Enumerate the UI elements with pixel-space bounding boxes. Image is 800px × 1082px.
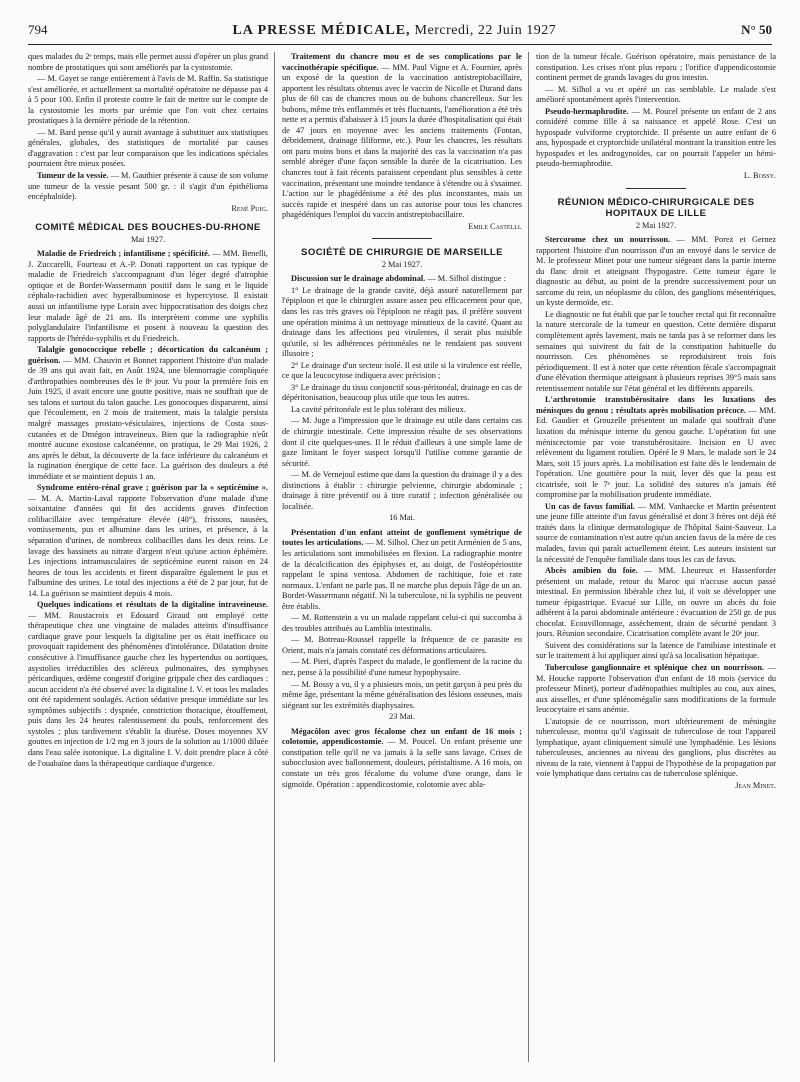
- article-item: [28, 171, 268, 203]
- masthead: [232, 23, 556, 39]
- session-date: 2 Mai 1927.: [635, 220, 677, 230]
- article-title: Traitement du chancre mou et de ses complications par le vaccinothérapie spécifique.: [282, 52, 522, 72]
- issue-number: N° 50: [741, 22, 772, 37]
- article-item: [536, 107, 776, 170]
- paragraph: 2° Le drainage d'un secteur isolé. Il est utile si la virulence est réelle, ce que la leucocytose indiquera avec précision ;: [282, 360, 522, 381]
- article-title: Pseudo-hermaphrodite.: [545, 106, 629, 116]
- article-title: Mégacôlon avec gros fécalome chez un enfant de 16 mois ; colotomie, appendicostomie.: [282, 726, 522, 747]
- page-number: 794: [28, 22, 48, 37]
- article-item: [28, 600, 268, 769]
- article-title: Un cas de favus familial.: [545, 501, 635, 511]
- article-text: — MM. Roustacroix et Edouard Giraud ont employé cette thérapeutique chez une vingtaine de malades atteints d'insuffisance cardiaque grave pour lesquels la digitaline per os était inefficace ou provoquait rapidement des phénomènes d'intolérance. Dilatation droite consécutive à l'insuffisance gauche chez les hypertendus ou aortiques, asystolies irréductibles des scléreux pulmonaires, des symphyses péricardiques, œdème congestif d'origine grippale chez des cardiaques : aucun accident n'a été observé avec la digitaline I. V. et tous les malades ont été rapidement soulagés. Action sédative presque immédiate sur les symptômes subjectifs : dyspnée, constriction thoracique, étouffement, puis dans les 24 heures ralentissement du pouls, renforcement des systoles ; plus tardivement s'établit la diurèse. Doses moyennes XV gouttes en injection de 1/2 mg en 3 jours de la solution au 1/1000 diluée dans l'eau salée isotonique. La digitaline I. V. doit prendre place à côté de l'ouabaïne dans la thérapeutique cardiaque d'urgence.: [28, 610, 268, 768]
- paragraph: La cavité péritonéale est le plus tolérant des milieux.: [291, 404, 466, 414]
- section-heading: COMITÉ MÉDICAL DES BOUCHES-DU-RHONE: [35, 222, 261, 234]
- paragraph: — M. Silhol a vu et opéré un cas semblable. Le malade s'est amélioré spontanément après l'intervention.: [536, 84, 776, 105]
- paragraph: ques malades du 2ᵉ temps, mais elle permet aussi d'opérer un plus grand nombre de prostatiques qui sont améliorés par la cystostomie.: [28, 52, 268, 72]
- article-text: — M. Silhol. Chez un petit Arménien de 5 ans, les articulations sont immobilisées en flexion. La radiographie montre de la décalcification des épiphyses et, au doigt, de l'ostéopériostite rappelant le spina ventosa. Abdomen de rachitique, foie et rate normaux. L'enfant ne parle pas. Il ne marche plus depuis l'âge de un an. Bordet-Wassermann négatif. Ni la tuberculose, ni la syphilis ne peuvent être établis.: [282, 538, 522, 611]
- session-date: 23 Mai.: [389, 712, 415, 722]
- paragraph: — M. Rottenstein a vu un malade rappelant celui-ci qui succomba à des troubles attribués au Lamblia intestinalis.: [282, 613, 522, 633]
- section-heading: RÉUNION MÉDICO-CHIRURGICALE DES HOPITAUX DE LILLE: [557, 196, 755, 220]
- article-text: — M. Gauthier présente à cause de son volume une tumeur de la vessie pesant 500 gr. : il s'agit d'un épithélioma encéphaloïde).: [28, 171, 268, 202]
- signature: Jean Minet.: [735, 781, 776, 790]
- article-text: — M. Poucel présente un enfant de 2 ans considéré comme fille à sa naissance et appelé Rose. C'est un hypospade vulviforme cryptorchide. Il présente un autre enfant de 6 ans, hypospade et cryptorchide unilatéral montrant la transition entre les hypospades et les androgynoïdes, car on pourrait l'appeler un hémi-pseudo-hermaphrodite.: [536, 106, 776, 169]
- article-title: L'arthrotomie transtubérositaire dans les luxations des ménisques du genou ; résultats après mobilisation précoce.: [536, 395, 776, 415]
- column-left: [28, 52, 268, 1072]
- paragraph: tion de la tumeur fécale. Guérison opératoire, mais persistance de la constipation. Les crises n'ont plus reparu ; l'orifice d'appendicostomie continent permet de grands lavages du gros intestin.: [536, 52, 776, 83]
- article-item: [282, 274, 522, 285]
- article-text: — MM. Vanhaecke et Martin présentent une jeune fille atteinte d'un favus généralisé et dont 3 frères ont déjà été traités dans la clinique dermatologique de l'hôpital Saint-Sauveur. La source de contamination n'est autre qu'un ancien favus de la mère de ces malades, favus qui paraît actuellement éteint. Les auteurs insistent sur la nécessité de l'enquête familiale dans tous les cas de favus.: [536, 501, 776, 564]
- article-item: [28, 249, 268, 344]
- paragraph: 3° Le drainage du tissu conjonctif sous-péritonéal, drainage en cas de dépéritonisation, beaucoup plus utile que tous les autres.: [282, 382, 522, 403]
- article-title: Abcès amibien du foie.: [545, 566, 638, 576]
- paragraph: Le diagnostic ne fut établi que par le toucher rectal qui fit reconnaître la nature stercorale de la tumeur en question. Cette dernière disparut complètement après lavement, mais ne tarda pas à se reformer dans les semaines qui suivirent du fait de la constipation habituelle du nourrisson. Ces phénomènes se reproduisirent trois fois périodiquement. Il est à noter que cette rétention fécale s'accompagnait d'une élévation thermique atteignant à plusieurs reprises 39°5 mais sans retentissement notable sur l'état général et les différents appareils.: [536, 309, 776, 393]
- article-item: [536, 395, 776, 500]
- article-title: Maladie de Friedreich ; infantilisme ; spécificité.: [37, 249, 210, 259]
- section-heading: SOCIÉTÉ DE CHIRURGIE DE MARSEILLE: [301, 247, 503, 259]
- article-item: [282, 727, 522, 790]
- signature: René Puig.: [231, 203, 268, 213]
- article-text: — MM. Porez et Gernez rapportent l'histoire d'un nourrisson d'un an envoyé dans le service de M. le professeur Minet pour une tumeur siégeant dans la partie interne du flanc droit et atteignant l'hypogastre. Cette tumeur égare le diagnostic au début, au point de la prendre successivement pour un sarcome du rein, un néoplasme du côlon, des ganglions mésentériques, un kyste dermoïde, etc.: [536, 235, 776, 308]
- section-divider: [372, 238, 432, 239]
- article-item: [282, 528, 522, 612]
- article-text: — M. Silhol distingue :: [425, 274, 506, 284]
- article-item: [536, 235, 776, 309]
- paragraph: — M. Pieri, d'après l'aspect du malade, le gonflement de la racine du nez, pense à la possibilité d'une tumeur hypophysaire.: [282, 657, 522, 678]
- article-item: [536, 663, 776, 716]
- article-title: Tuberculose ganglionnaire et splénique chez un nourrisson.: [545, 662, 765, 672]
- page-header: [28, 22, 772, 45]
- session-date: 16 Mai.: [389, 513, 415, 523]
- article-title: Discussion sur le drainage abdominal.: [291, 274, 426, 284]
- article-item: [536, 566, 776, 640]
- paragraph: L'autopsie de ce nourrisson, mort ultérieurement de méningite tuberculeuse, montra qu'il s'agissait de tuberculose de tout l'appareil lymphatique, ayant cliniquement simulé une lymphadénie. Les lésions tuberculeuses, anciennes au niveau des ganglions, plus discrètes au niveau de la rate, viennent à l'appui de l'hypothèse de la propagation par voie lymphatique dans certains cas de tuberculose splénique.: [536, 716, 776, 779]
- article-item: [28, 483, 268, 599]
- article-item: [28, 345, 268, 482]
- column-right: [536, 52, 776, 1072]
- article-title: Présentation d'un enfant atteint de gonflement symétrique de toutes les articulations.: [282, 527, 522, 548]
- article-text: — MM. Ed. Gaudier et Grouzelle présentent un malade qui souffrait d'une luxation du ménisque interne du genou gauche. L'opération fut une méniscectomie par voie transtubérositaire. Incision en U avec relèvement du ligament rotulien. Opéré le 9 Mars, le malade sort le 24 Mars, soit 15 jours après. La mobilisation est faite dès le lendemain de l'opération. Une gouttière pour la nuit, lever dès que la peau est cicatrisée, soit le 7ᵉ jour. La solidité des sutures n'a jamais été compromise par la mobilisation prudente immédiate.: [536, 405, 776, 500]
- article-title: Talalgie gonococcique rebelle ; décortication du calcanéum ; guérison.: [28, 345, 268, 365]
- section-divider: [626, 188, 686, 189]
- publication-name: LA PRESSE MÉDICALE,: [232, 23, 411, 38]
- article-text: — M. Poucel. Un enfant présente une constipation telle qu'il ne va jamais à la selle sans lavage. Crises de subocclusion avec ballonnement, douleurs, péristaltisme. A 16 mois, on constate un très gros fécalome du volume d'une orange, dans le sigmoïde. Opération : appendicostomie, colotomie avec abla-: [282, 737, 522, 789]
- article-text: — MM. Benelli, J. Zuccarelli, Fourteau et A.-P. Donati rapportent un cas typique de maladie de Friedreich s'accompagnant d'un léger degré d'atrophie optique et de Bordet-Wassermann positif dans le sang et le liquide céphalo-rachidien avec hyperalbuminose et hypercytose. Il existait aussi un infantilisme type Lorain avec hippocratisation des doigts chez leur malade âgé de 21 ans. Ils interprètent comme une syphilis polyglandulaire l'infantilisme et posent à nouveau la question des rapports de l'hérédo-syphilis et du Friedreich.: [28, 249, 268, 343]
- article-title: Quelques indications et résultats de la digitaline intraveineuse.: [37, 600, 268, 610]
- paragraph: — M. Botreau-Roussel rappelle la fréquence de ce parasite en Orient, mais n'a jamais constaté ces déformations articulaires.: [282, 635, 522, 655]
- signature: Emile Castelli.: [468, 221, 522, 231]
- paragraph: — M. Juge a l'impression que le drainage est utile dans certains cas de chirurgie intestinale. Cette impression résulte de ses observations dont il cite quelques-unes. Il le réduit d'ailleurs à une simple lame de gaze limitant le foyer suspect lorsqu'il l'utilise comme garantie de sécurité.: [282, 416, 522, 468]
- session-date: Mai 1927.: [130, 234, 166, 244]
- article-text: — MM. Lheureux et Hassenforder présentent un malade, retour du Maroc qui n'accuse aucun passé intestinal. En permission libérable chez lui, il voit se développer une tumeur épigastrique. Evacué sur Lille, on ouvre un abcès du foie adhérent à la paroi abdominale antérieure : évacuation de 250 gr. de pus chocolat. Ecouvillonnage, assèchement, drain de sécurité pendant 3 jours. Réunion secondaire. Cicatrisation complète avant le 20ᵉ jour.: [536, 566, 776, 639]
- paragraph: — M. Gayet se range entièrement à l'avis de M. Raffin. Sa statistique s'est améliorée, et actuellement sa mortalité opératoire ne dépasse pas 4 à 5 pour 100. Enfin il proteste contre le fait de mettre sur le compte de la cystostomie les morts par urémie que l'on voit chez certains prostatiques à la dernière période de la rétention.: [28, 74, 268, 126]
- paragraph: 1° Le drainage de la grande cavité, déjà assuré naturellement par l'épiploon et que le chirurgien assure assez peu efficacement pour que, dans les cas très graves où l'épiploon ne réagit pas, il préfère souvent une opération minima à un nettoyage minutieux de la cavité. Quant au drainage dans les affections peu virulentes, il serait plus nuisible qu'utile, si les adhérences péritonéales ne le rendaient pas souvent illusoire ;: [282, 285, 522, 359]
- column-divider: [528, 52, 529, 1062]
- signature: L. Bossy.: [743, 171, 776, 181]
- paragraph: — M. de Vernejoul estime que dans la question du drainage il y a des distinctions à établir : chirurgie pelvienne, chirurgie abdominale ; drainage à titre préventif ou à titre curatif ; infection généralisée ou localisée.: [282, 470, 522, 511]
- paragraph: — M. Bard pense qu'il y aurait avantage à substituer aux statistiques générales, globales, des statistiques de mortalité par causes d'aggravation : c'est par leur comparaison que les indications spéciales pourraient être mieux posées.: [28, 127, 268, 169]
- paragraph: — M. Bossy a vu, il y a plusieurs mois, un petit garçon à peu près du même âge, présentant la même généralisation des lésions osseuses, mais siégeant sur les extrémités diaphysaires.: [282, 679, 522, 710]
- article-text: — MM. Chauvin et Bonnet rapportent l'histoire d'un malade de 39 ans qui avait fait, en Août 1924, une blennorragie compliquée d'arthropathies nombreuses dès le 8ᵉ jour. Vu pour la première fois en Juin 1925, il avait encore une goutte positive, mais ne souffrait que de ses talons et surtout du talon gauche. Les gonocoques disparurent, ainsi que l'écoulement, en 2 mois de traitement, mais la talalgie persista malgré massages prostato-vésiculaires, injections de Costa sous-cutanées et de Dmégon intraveineux. Bien que la radiographie n'eût montré aucune exostose calcanéenne, on pratiqua, le 29 Mai 1926, 2 ans après le début, la découverte de la face inférieure du calcanéum et la rugination énergique de cette face. La guérison des douleurs a été immédiate et se maintient depuis 1 an.: [28, 355, 268, 481]
- article-title: Stercorome chez un nourrisson.: [545, 235, 671, 245]
- article-item: [536, 502, 776, 565]
- article-text: — MM. Paul Vigne et A. Fournier, après un exposé de la question de la vaccination antistreptobacillaire, apportent les résultats obtenus avec le vaccin de Nicolle et Durand dans plus de 60 cas de chancres mous ou de bubons chancrelleux. Sur les bubons, même très enflammés et très fluctuants, l'amélioration a été très nette et a permis d'abaisser à 15 jours la durée d'hospitalisation qui était de 47 jours en moyenne avec les anciens traitements (Fontan, débridement, drainage filiforme, etc.). Pour les chancres, les résultats ont paru moins bons et dans la majorité des cas la vaccination n'a pas semblé abréger d'une façon sensible la durée de la cicatrisation. Les chancres tout à fait récents paraissent cependant plus sensibles à cette vaccination, présentant une moindre tendance à s'étendre ou à s'ssaimer. L'action sur le phagédénisme a été des plus inconstantes, mais un succès rapide et inespéré dans un cas autorise pour tous les chancres phagédéniques l'emploi du vaccin antistreptobacillaire.: [282, 62, 522, 220]
- article-title: Tumeur de la vessie.: [37, 171, 109, 181]
- issue-date: Mercredi, 22 Juin 1927: [414, 23, 557, 38]
- paragraph: Suivent des considérations sur la latence de l'amibiase intestinale et sur le traitement à lui appliquer ainsi qu'à sa localisation hépatique.: [536, 640, 776, 661]
- column-divider: [274, 52, 275, 1062]
- article-title: Syndrome entéro-rénal grave ; guérison par la « septicémine ».: [37, 483, 268, 493]
- article-text: — M. Houcke rapporte l'observation d'un enfant de 18 mois (service du professeur Minet), porteur d'adénopathies multiples au cou, aux aines, aux aisselles, et d'une splénomégalie sans modifications de la formule leucocytaire et sans anémie.: [536, 662, 776, 715]
- session-date: 2 Mai 1927.: [381, 259, 423, 269]
- column-middle: [282, 52, 522, 1072]
- article-item: [282, 52, 522, 221]
- article-text: — M. A. Martin-Laval rapporte l'observation d'une malade d'une soixantaine d'années qui fit des accidents graves d'infection colibacillaire avec température élevée (40°), frissons, nausées, vomissements, pus et albumine dans les urines, et présence, à la séparation d'urines, de nombreux colibacilles dans les deux reins. Le lavage des bassinets au nitrate d'argent n'eut qu'une action éphémère. Les injections intramusculaires de septicémine eurent raison en 24 heures de tous les accidents et firent disparaître également le pus et l'albumine des urines. Le total des injections a été de 2 par jour, fut de 14. La guérison se maintient depuis 4 mois.: [28, 493, 268, 598]
